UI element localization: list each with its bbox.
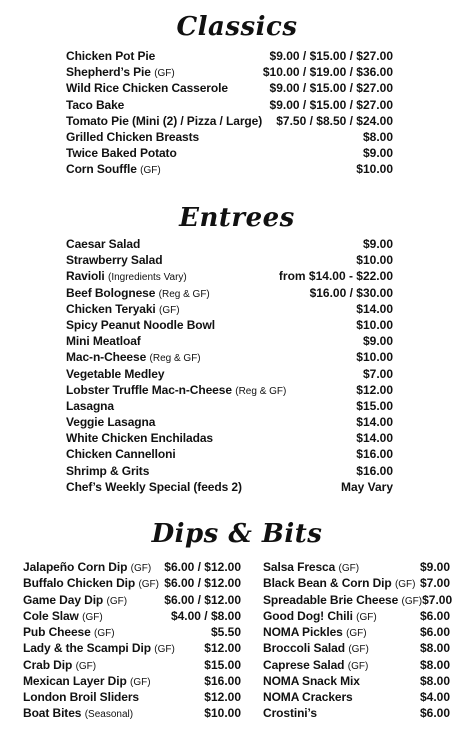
item-label: [66, 253, 162, 267]
menu-item: [66, 98, 393, 114]
item-name: Chicken Pot Pie: [66, 49, 156, 63]
item-note: (GF): [138, 579, 159, 591]
item-name: Crostini’s: [263, 706, 317, 721]
item-name: Caesar Salad: [66, 237, 141, 251]
menu-item: [23, 706, 241, 722]
menu-item: [66, 237, 393, 253]
item-name: Lady & the Scampi Dip: [23, 641, 151, 656]
entrees-list: [66, 237, 393, 496]
dips-right-column: [263, 560, 453, 723]
item-name: Tomato Pie (Mini (2) / Pizza / Large): [66, 113, 263, 128]
item-price: $9.00 / $15.00 / $27.00: [269, 81, 393, 96]
item-price: $10.00 / $19.00 / $36.00: [262, 65, 393, 80]
item-note: (GF): [347, 660, 369, 672]
menu-item: [66, 431, 393, 447]
item-label: [66, 399, 114, 413]
item-note: (GF): [82, 611, 103, 623]
item-note: (GF): [106, 595, 128, 607]
item-label: [263, 609, 377, 623]
item-label: [66, 383, 286, 397]
item-price: $10.00: [356, 253, 393, 268]
menu-item: [263, 690, 450, 706]
item-note: (GF): [346, 628, 367, 639]
menu-item: [263, 576, 450, 592]
item-label: [66, 65, 175, 79]
item-label: [66, 286, 210, 300]
item-price: $8.00: [419, 657, 450, 672]
item-label: [66, 480, 242, 494]
item-name: London Broil Sliders: [23, 690, 140, 704]
classics-list: [66, 49, 393, 179]
item-name: Broccoli Salad: [263, 641, 345, 656]
item-name: Veggie Lasagna: [66, 415, 156, 430]
item-name: Strawberry Salad: [66, 253, 163, 268]
menu-item: [263, 658, 450, 674]
menu-item: [66, 318, 393, 334]
item-price: $6.00 / $12.00: [164, 560, 241, 574]
item-name: Crab Dip: [23, 657, 73, 672]
item-price: $15.00: [204, 657, 241, 672]
item-note: (GF): [154, 644, 175, 656]
item-name: Ravioli: [66, 269, 105, 284]
item-name: Mini Meatloaf: [66, 334, 141, 349]
menu-item: [263, 706, 450, 722]
item-note: (Reg & GF): [158, 288, 210, 300]
item-name: Wild Rice Chicken Casserole: [66, 81, 228, 96]
menu-item: [66, 334, 393, 350]
item-note: (GF): [338, 563, 360, 574]
item-label: [23, 576, 159, 590]
item-note: (GF): [75, 660, 97, 672]
item-price: $9.00: [362, 146, 393, 161]
item-price: $6.00: [419, 625, 450, 639]
item-price: $16.00 / $30.00: [309, 285, 393, 300]
menu-item: [23, 641, 241, 657]
item-price: $9.00: [362, 334, 393, 349]
item-label: [263, 625, 367, 639]
item-price: $9.00 / $15.00 / $27.00: [269, 49, 393, 63]
item-name: Shepherd’s Pie: [66, 65, 151, 80]
item-label: [23, 674, 151, 688]
item-label: [23, 609, 103, 623]
menu-item: [23, 658, 241, 674]
item-label: [66, 431, 213, 445]
menu-item: [263, 641, 450, 657]
item-name: Spreadable Brie Cheese: [263, 592, 399, 607]
item-label: [66, 130, 199, 144]
item-price: $9.00 / $15.00 / $27.00: [269, 97, 393, 112]
menu-item: [23, 593, 241, 609]
menu-item: [66, 464, 393, 480]
menu-item: [263, 674, 450, 690]
menu-item: [23, 625, 241, 641]
item-label: [66, 318, 215, 332]
item-label: [66, 367, 164, 381]
item-price: $8.00: [419, 673, 450, 688]
item-name: Chef’s Weekly Special (feeds 2): [66, 479, 242, 494]
item-label: [23, 625, 115, 639]
item-name: Caprese Salad: [263, 657, 345, 672]
menu-item: [23, 609, 241, 625]
menu-item: [66, 162, 393, 178]
item-price: $16.00: [356, 447, 393, 462]
item-label: [23, 690, 139, 704]
item-note: (GF): [130, 563, 152, 574]
item-label: [263, 674, 360, 688]
menu-item: [23, 560, 241, 576]
item-price: $9.00: [419, 560, 450, 574]
item-price: $14.00: [356, 431, 393, 446]
item-price: $16.00: [204, 673, 241, 688]
item-name: White Chicken Enchiladas: [66, 431, 213, 446]
item-price: $12.00: [204, 641, 241, 656]
item-name: Grilled Chicken Breasts: [66, 129, 200, 144]
item-price: $15.00: [356, 398, 393, 413]
item-price: $7.00: [422, 592, 453, 607]
item-price: $14.00: [356, 415, 393, 430]
menu-item: [263, 560, 450, 576]
item-note: (GF): [159, 304, 180, 316]
item-price: $4.00 / $8.00: [170, 608, 241, 623]
item-label: [66, 114, 262, 128]
item-note: (Reg & GF): [235, 385, 287, 397]
item-name: Spicy Peanut Noodle Bowl: [66, 317, 215, 332]
item-label: [66, 350, 201, 364]
menu-item: [66, 65, 393, 81]
item-label: [66, 81, 228, 95]
item-label: [263, 690, 353, 704]
item-note: (Seasonal): [84, 709, 134, 721]
item-price: $6.00 / $12.00: [164, 592, 241, 607]
classics-title: Classics: [176, 12, 298, 42]
item-price: $12.00: [204, 690, 241, 704]
item-name: Taco Bake: [66, 97, 125, 112]
item-note: (GF): [348, 644, 369, 656]
item-label: [66, 415, 155, 429]
item-name: Salsa Fresca: [263, 560, 336, 574]
item-price: $5.50: [210, 625, 241, 639]
item-label: [23, 706, 133, 720]
item-note: (GF): [140, 165, 161, 177]
item-name: Chicken Cannelloni: [66, 447, 176, 462]
item-note: (GF): [94, 628, 115, 639]
item-label: [66, 49, 155, 63]
item-price: $16.00: [356, 463, 393, 478]
item-note: (GF): [401, 595, 423, 607]
item-label: [263, 706, 317, 720]
item-note: (Ingredients Vary): [108, 272, 187, 284]
item-label: [66, 302, 180, 316]
item-price: $4.00: [419, 690, 450, 704]
item-label: [66, 447, 176, 461]
item-name: Vegetable Medley: [66, 366, 165, 381]
item-price: from $14.00 - $22.00: [278, 269, 393, 284]
item-note: (Reg & GF): [149, 353, 201, 365]
item-label: [23, 593, 127, 607]
item-note: (GF): [154, 68, 175, 80]
item-name: NOMA Pickles: [263, 625, 343, 639]
menu-item: [263, 625, 450, 641]
item-label: [66, 162, 161, 176]
item-label: [23, 641, 175, 655]
menu-item: [66, 130, 393, 146]
item-note: (GF): [394, 579, 416, 591]
item-price: $8.00: [362, 129, 393, 144]
item-name: Mexican Layer Dip: [23, 673, 127, 688]
item-name: Boat Bites: [23, 706, 82, 721]
item-price: $14.00: [356, 301, 393, 316]
item-name: Beef Bolognese: [66, 285, 156, 300]
item-label: [66, 146, 177, 160]
menu-item: [66, 415, 393, 431]
item-name: Game Day Dip: [23, 592, 104, 607]
entrees-title: Entrees: [179, 203, 295, 233]
item-label: [66, 464, 149, 478]
item-price: $8.00: [419, 641, 450, 656]
item-name: NOMA Crackers: [263, 690, 353, 704]
item-price: $10.00: [356, 350, 393, 365]
item-label: [263, 658, 368, 672]
dips-left-column: [23, 560, 241, 723]
item-price: $6.00: [419, 608, 450, 623]
item-label: [66, 334, 141, 348]
item-label: [263, 641, 369, 655]
item-price: $6.00 / $12.00: [164, 576, 241, 591]
menu-item: [66, 269, 393, 285]
menu-item: [66, 383, 393, 399]
item-label: [66, 269, 187, 283]
item-price: $7.50 / $8.50 / $24.00: [276, 113, 393, 128]
menu-item: [66, 286, 393, 302]
item-name: Twice Baked Potato: [66, 146, 177, 161]
item-name: NOMA Snack Mix: [263, 673, 360, 688]
menu-item: [66, 146, 393, 162]
item-price: $9.00: [362, 237, 393, 251]
item-label: [23, 560, 151, 574]
menu-item: [263, 592, 453, 609]
item-price: $7.00: [362, 366, 393, 381]
item-note: (GF): [356, 611, 377, 623]
item-name: Good Dog! Chili: [263, 608, 353, 623]
menu-item: [23, 690, 241, 706]
menu-item: [66, 49, 393, 65]
item-price: $7.00: [419, 576, 450, 591]
item-price: $10.00: [356, 317, 393, 332]
menu-item: [66, 367, 393, 383]
menu-item: [66, 399, 393, 415]
item-label: [66, 98, 124, 112]
item-label: [263, 560, 359, 574]
item-name: Black Bean & Corn Dip: [263, 576, 392, 591]
item-label: [66, 237, 140, 251]
menu-item: [66, 114, 393, 130]
item-name: Buffalo Chicken Dip: [23, 576, 136, 591]
item-label: [263, 576, 415, 590]
menu-item: [66, 350, 393, 366]
item-name: Corn Souffle: [66, 162, 137, 177]
menu-item: [66, 480, 393, 496]
item-name: Pub Cheese: [23, 625, 91, 639]
menu-item: [66, 81, 393, 97]
item-name: Chicken Teryaki: [66, 301, 156, 316]
menu-item: [66, 447, 393, 463]
item-price: $10.00: [204, 706, 241, 721]
menu-item: [263, 609, 450, 625]
item-name: Lasagna: [66, 398, 114, 413]
item-note: (GF): [130, 676, 151, 688]
menu-item: [66, 253, 393, 269]
item-label: [23, 658, 96, 672]
item-price: $6.00: [419, 706, 450, 721]
menu-item: [23, 576, 241, 592]
item-name: Lobster Truffle Mac-n-Cheese: [66, 382, 232, 397]
dips-title: Dips & Bits: [151, 519, 323, 549]
item-name: Cole Slaw: [23, 608, 79, 623]
item-name: Mac-n-Cheese: [66, 350, 147, 365]
menu-item: [66, 302, 393, 318]
item-price: $10.00: [356, 162, 393, 177]
item-name: Jalapeño Corn Dip: [23, 560, 128, 574]
item-label: [263, 593, 422, 607]
item-price: May Vary: [340, 479, 393, 494]
item-name: Shrimp & Grits: [66, 463, 150, 478]
menu-item: [23, 674, 241, 690]
item-price: $12.00: [356, 382, 393, 397]
